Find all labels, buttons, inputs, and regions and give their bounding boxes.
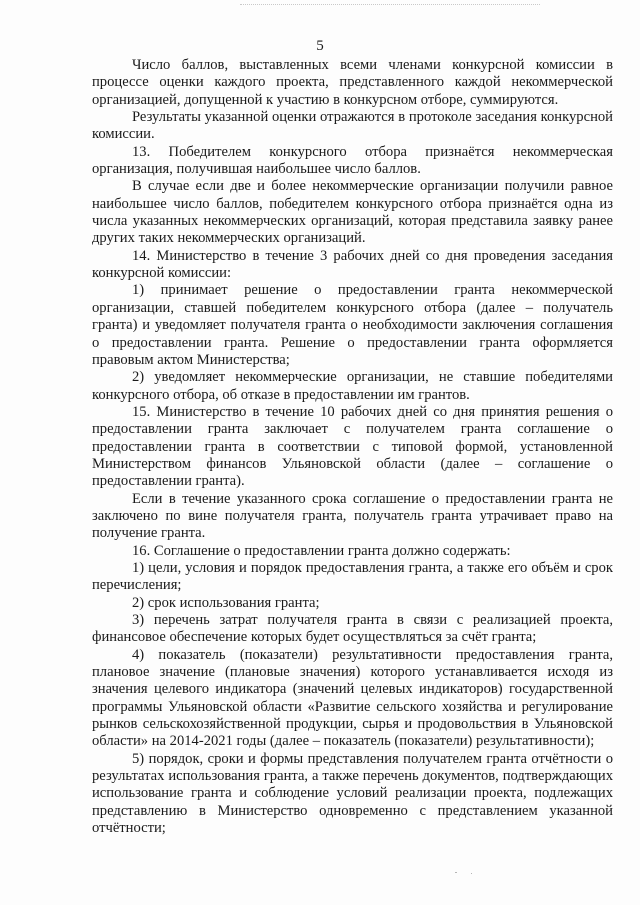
paragraph-16-item-1: 1) цели, условия и порядок предоставления гранта, а также его объём и срок перечисления;: [92, 559, 613, 594]
paragraph-equal-points: В случае если две и более некоммерческие организации получили равное наибольшее число баллов, победителем конкурсного отбора признаётся одна из числа указанных некоммерческих организаций, которая представила заявку ранее других таких некоммерческих организаций.: [92, 178, 613, 247]
paragraph-16-item-4: 4) показатель (показатели) результативности предоставления гранта, плановое значение (плановые значения) которого устанавливается исходя из значения целевого индикатора (значений целевых индикаторов) государственной программы Ульяновской области «Развитие сельского хозяйства и регулирование рынков сельскохозяйственной продукции, сырья и продовольствия в Ульяновской области» на 2014-2021 годы (далее – показатель (показатели) результативности);: [92, 646, 613, 750]
document-body: [92, 57, 613, 837]
scan-speck: [455, 872, 457, 873]
paragraph-14-item-2: 2) уведомляет некоммерческие организации, не ставшие победителями конкурсного отбора, об отказе в предоставлении им грантов.: [92, 369, 613, 403]
paragraph-14-item-1: 1) принимает решение о предоставлении гранта некоммерческой организации, ставшей победителем конкурсного отбора (далее – получатель гранта) и уведомляет получателя гранта о необходимости заключения соглашения о предоставлении гранта. Решение о предоставлении гранта оформляется правовым актом Министерства;: [92, 282, 613, 368]
paragraph-15-right-lost: Если в течение указанного срока соглашение о предоставлении гранта не заключено по вине получателя гранта, получатель гранта утрачивает право на получение гранта.: [92, 490, 613, 542]
page-number: 5: [316, 38, 324, 54]
paragraph-16-item-2: 2) срок использования гранта;: [132, 594, 320, 611]
scan-edge-line: [240, 4, 540, 5]
paragraph-points-summed: Число баллов, выставленных всеми членами конкурсной комиссии в процессе оценки каждого проекта, представленного каждой некоммерческой организацией, допущенной к участию в конкурсном отборе, суммируются.: [92, 57, 613, 108]
scan-speck: [471, 873, 472, 874]
paragraph-16-agreement-contents: 16. Соглашение о предоставлении гранта должно содержать:: [132, 542, 511, 559]
paragraph-13-winner: 13. Победителем конкурсного отбора признаётся некоммерческая организация, получившая наибольшее число баллов.: [92, 143, 613, 178]
paragraph-15-agreement: 15. Министерство в течение 10 рабочих дней со дня принятия решения о предоставлении гранта заключает с получателем гранта соглашение о предоставлении гранта в соответствии с типовой формой, установленной Министерством финансов Ульяновской области (далее – соглашение о предоставлении гранта).: [92, 403, 613, 490]
paragraph-14-ministry-actions: 14. Министерство в течение 3 рабочих дней со дня проведения заседания конкурсной комиссии:: [92, 247, 613, 282]
paragraph-16-item-3: 3) перечень затрат получателя гранта в связи с реализацией проекта, финансовое обеспечение которых будет осуществляться за счёт гранта;: [92, 612, 613, 646]
paragraph-evaluation-results: Результаты указанной оценки отражаются в протоколе заседания конкурсной комиссии.: [92, 109, 613, 143]
paragraph-16-item-5: 5) порядок, сроки и формы представления получателем гранта отчётности о результатах использования гранта, а также перечень документов, подтверждающих использование гранта и соблюдение условий реализации проекта, подлежащих представлению в Министерство одновременно с представлением указанной отчётности;: [92, 750, 613, 837]
